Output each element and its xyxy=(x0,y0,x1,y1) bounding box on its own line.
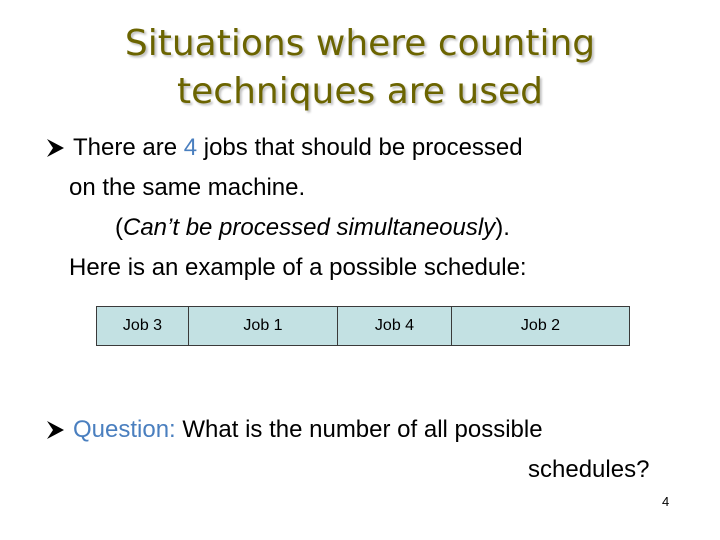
schedule-cell: Job 3 xyxy=(97,307,189,345)
title-line-2: techniques are used xyxy=(177,71,543,112)
bullet-text: There are xyxy=(73,134,184,161)
question-line-2: schedules? xyxy=(528,456,650,483)
job-count: 4 xyxy=(183,134,198,161)
schedule-table xyxy=(96,306,630,346)
paren-open: ( xyxy=(115,214,123,241)
schedule-cell: Job 2 xyxy=(520,317,561,334)
bullet-line-1 xyxy=(73,128,523,168)
title-line-1: Situations where counting xyxy=(124,23,596,64)
arrow-bullet-icon xyxy=(44,419,66,441)
bullet-question xyxy=(44,410,684,490)
constraint-note: Can’t be processed simultaneously xyxy=(123,214,496,241)
question-label: Question: xyxy=(73,416,176,443)
bullet-line-2: on the same machine. xyxy=(69,174,306,201)
arrow-bullet-icon xyxy=(44,137,66,159)
slide-title xyxy=(0,20,720,116)
page-number: 4 xyxy=(662,494,670,509)
schedule-cell: Job 4 xyxy=(338,307,452,345)
schedule-cell: Job 1 xyxy=(189,307,338,345)
bullet-jobs xyxy=(44,128,684,298)
question-line-1 xyxy=(73,410,543,450)
bullet-text: jobs that should be processed xyxy=(197,134,523,161)
question-text: What is the number of all possible xyxy=(175,416,543,443)
paren-close: ). xyxy=(495,214,510,241)
bullet-line-3 xyxy=(115,208,510,248)
bullet-line-4: Here is an example of a possible schedule: xyxy=(69,254,527,281)
